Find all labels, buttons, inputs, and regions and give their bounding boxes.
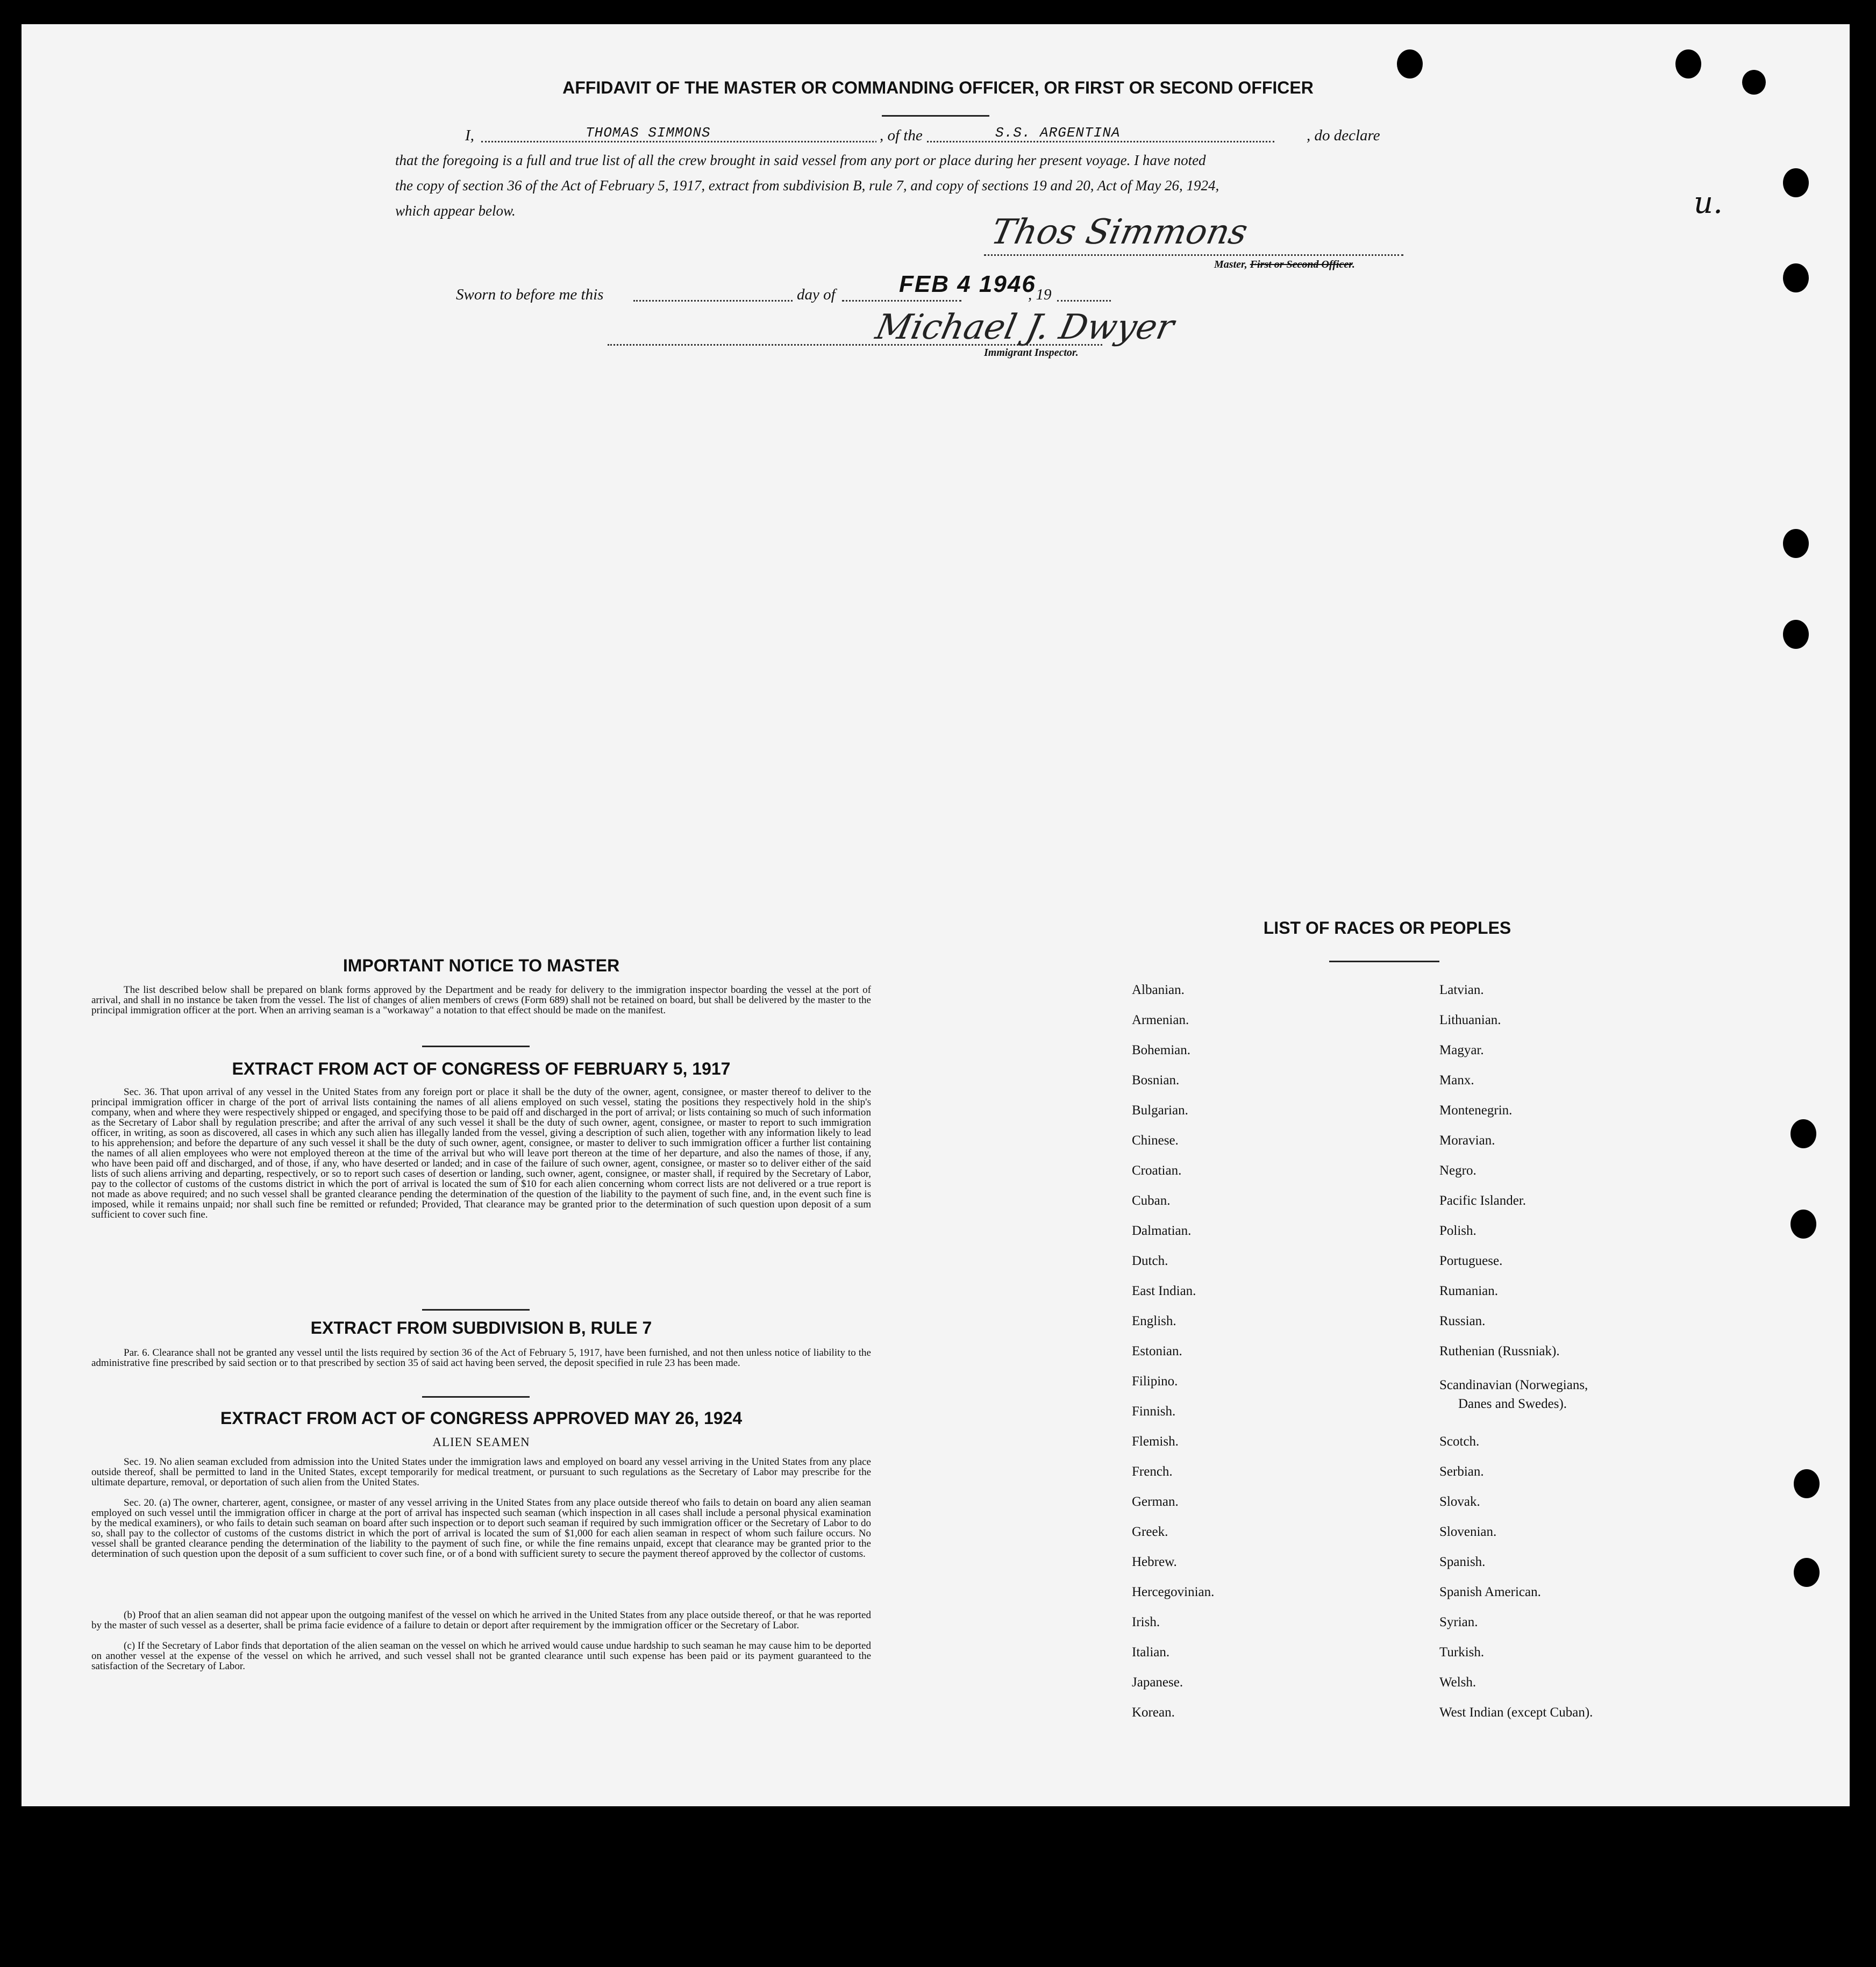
- race-item: Polish.: [1439, 1224, 1476, 1238]
- binder-hole: [1791, 1119, 1816, 1148]
- race-item: Irish.: [1132, 1615, 1160, 1629]
- race-item: Syrian.: [1439, 1615, 1478, 1629]
- race-item: Negro.: [1439, 1163, 1476, 1178]
- binder-hole: [1794, 1469, 1820, 1498]
- master-caption-struck: First or Second Officer: [1250, 259, 1352, 270]
- race-item: Estonian.: [1132, 1344, 1182, 1358]
- extract-1917-text: Sec. 36. That upon arrival of any vessel in the United States from any foreign port or place it shall be the duty of the owner, agent, consignee, or master thereof to deliver to the principal immigration officer in charge of the port of arrival lists containing the names of all aliens employed on such vessel, stating the positions they respectively hold in the ship's company, when and where they were respectively shipped or engaged, and specifying those to be paid off and discharged in the port of arrival; or lists containing so much of such information as the Secretary of Labor shall by regulation prescribe; and after the arrival of any such vessel it shall be the duty of such owner, agent, consignee, or master to report to such immigration officer, in writing, as soon as discovered, all cases in which any such alien has illegally landed from the vessel, giving a description of such alien, together with any information likely to lead to his apprehension; and before the departure of any such vessel it shall be the duty of such owner, agent, consignee, or master to deliver to such immigration officer a further list containing the names of all alien employees who were not employed thereon at the time of the arrival but who will leave port thereon at the time of her departure, and also the names of those, if any, who have been paid off and discharged, and of those, if any, who have deserted or landed; and in case of the failure of such owner, agent, consignee, or master so to deliver either of the said lists of such aliens arriving and departing, respectively, or so to report such cases of desertion or landing, such owner, agent, consignee, or master shall, if required by the Secretary of Labor, pay to the collector of customs of the customs district in which the port of arrival is located the sum of $10 for each alien concerning whom correct lists are not delivered or a true report is not made as above required; and no such vessel shall be granted clearance pending the determination of the question of the liability to the payment of such fine, and, in the event such fine is imposed, while it remains unpaid; nor shall such fine be remitted or refunded; Provided, That clearance may be granted prior to the determination of such question upon deposit of a sum sufficient to cover such fine.: [91, 1086, 871, 1220]
- master-caption-label: Master,: [1214, 259, 1250, 270]
- race-item: Bosnian.: [1132, 1073, 1180, 1088]
- sworn-label: Sworn to before me this: [456, 286, 604, 303]
- race-item: Finnish.: [1132, 1404, 1176, 1419]
- race-item: Turkish.: [1439, 1645, 1485, 1660]
- extract-1924-heading: EXTRACT FROM ACT OF CONGRESS APPROVED MAY 26, 1924: [220, 1408, 743, 1428]
- section-divider: [422, 1396, 530, 1398]
- race-item: Flemish.: [1132, 1434, 1179, 1449]
- section-divider: [422, 1046, 530, 1047]
- race-item: Armenian.: [1132, 1013, 1189, 1027]
- sec20c-text: (c) If the Secretary of Labor finds that deportation of the alien seaman on the vessel on which he arrived would cause undue hardship to such seaman he may cause him to be deported on another vessel at the expense of the vessel on which he arrived, and such vessel shall not be granted clearance until such expense has been paid or its payment guaranteed to the satisfaction of the Secretary of Labor.: [91, 1640, 871, 1672]
- affidavit-line-1: [395, 127, 1407, 148]
- race-item: Spanish American.: [1439, 1585, 1541, 1599]
- extract-rule7-heading: EXTRACT FROM SUBDIVISION B, RULE 7: [310, 1318, 652, 1337]
- master-signature-line: [984, 254, 1403, 256]
- binder-hole: [1794, 1558, 1820, 1587]
- race-item: Bohemian.: [1132, 1043, 1191, 1057]
- extract-1917-heading: EXTRACT FROM ACT OF CONGRESS OF FEBRUARY 5, 1917: [232, 1059, 731, 1078]
- extract-1924-subheading: ALIEN SEAMEN: [432, 1435, 530, 1449]
- inspector-signature: Michael J. Dwyer: [872, 307, 1178, 347]
- master-caption-end: .: [1352, 259, 1355, 270]
- notice-text: The list described below shall be prepared on blank forms approved by the Department and be ready for delivery to the immigration inspector boarding the vessel at the port of arrival, and shall in no instance be taken from the vessel. The list of changes of alien members of crews (Form 689) shall not be retained on board, but shall be delivered by the master to the principal immigration officer at the port. When an arriving seaman is a "workaway" a notation to that effect should be made on the manifest.: [91, 984, 871, 1016]
- race-item: German.: [1132, 1494, 1179, 1509]
- sworn-year-blank: [1057, 300, 1111, 302]
- binder-hole: [1783, 168, 1809, 197]
- affidavit-heading: AFFIDAVIT OF THE MASTER OR COMMANDING OFFICER, OR FIRST OR SECOND OFFICER: [562, 78, 1314, 97]
- sec19-text: Sec. 19. No alien seaman excluded from admission into the United States under the immigration laws and employed on board any vessel arriving in the United States from any place outside thereof, shall be permitted to land in the United States, except temporarily for medical treatment, or pursuant to such regulations as the Secretary of Labor may prescribe for the ultimate departure, removal, or deportation of such alien from the United States.: [91, 1456, 871, 1488]
- race-item: Slovak.: [1439, 1494, 1480, 1509]
- race-item: Bulgarian.: [1132, 1103, 1188, 1118]
- affidavit-body-line-1: that the foregoing is a full and true list of all the crew brought in said vessel from any port or place during her present voyage. I have noted: [395, 152, 1206, 168]
- race-item: Danes and Swedes).: [1458, 1397, 1567, 1411]
- binder-hole: [1783, 620, 1809, 649]
- race-item: Dutch.: [1132, 1254, 1168, 1268]
- race-item: West Indian (except Cuban).: [1439, 1705, 1593, 1720]
- sworn-month-blank: [842, 300, 961, 302]
- race-item: French.: [1132, 1464, 1173, 1479]
- year-label: , 19: [1028, 286, 1052, 303]
- inspector-signature-line: [608, 344, 1102, 346]
- race-item: Magyar.: [1439, 1043, 1484, 1057]
- race-item: Pacific Islander.: [1439, 1193, 1527, 1208]
- race-item: Ruthenian (Russniak).: [1439, 1344, 1560, 1358]
- binder-hole: [1675, 49, 1701, 78]
- race-item: Hebrew.: [1132, 1555, 1177, 1569]
- date-stamp: FEB 4 1946: [899, 271, 1036, 297]
- master-signature: Thos Simmons: [988, 212, 1251, 252]
- race-item: Moravian.: [1439, 1133, 1495, 1148]
- race-item: East Indian.: [1132, 1284, 1196, 1298]
- race-item: Lithuanian.: [1439, 1013, 1501, 1027]
- race-item: Spanish.: [1439, 1555, 1486, 1569]
- race-item: Filipino.: [1132, 1374, 1178, 1389]
- races-heading: LIST OF RACES OR PEOPLES: [1263, 918, 1511, 938]
- race-item: Chinese.: [1132, 1133, 1179, 1148]
- race-item: Italian.: [1132, 1645, 1170, 1660]
- sworn-line: [456, 271, 1112, 307]
- race-item: Slovenian.: [1439, 1525, 1497, 1539]
- race-item: Scandinavian (Norwegians,: [1439, 1378, 1588, 1392]
- race-item: Japanese.: [1132, 1675, 1183, 1690]
- sworn-day-blank: [633, 300, 793, 302]
- race-item: Dalmatian.: [1132, 1224, 1192, 1238]
- race-item: Croatian.: [1132, 1163, 1182, 1178]
- inspector-caption: Immigrant Inspector.: [984, 347, 1079, 359]
- binder-hole: [1397, 49, 1423, 78]
- corner-mark: u.: [1694, 185, 1723, 220]
- day-of-label: day of: [797, 286, 836, 303]
- sec20a-text: Sec. 20. (a) The owner, charterer, agent, consignee, or master of any vessel arriving in the United States from any place outside thereof who fails to detain on board any alien seaman employed on such vessel until the immigration officer in charge at the port of arrival has inspected such seaman (which inspection in all cases shall include a personal physical examination by the medical examiners), or who fails to detain such seaman on board after such inspection or to deport such seaman if required by such immigration officer or the Secretary of Labor to do so, shall pay to the collector of customs of the customs district in which the port of arrival is located the sum of $1,000 for each alien seaman in respect of whom such failure occurs. No vessel shall be granted clearance pending the determination of the liability to the payment of such fine, or while the fine remains unpaid, except that clearance may be granted prior to the determination of such question upon the deposit of a sum sufficient to cover such fine, or of a bond with sufficient surety to secure the payment thereof approved by the collector of customs.: [91, 1497, 871, 1560]
- race-item: Russian.: [1439, 1314, 1486, 1328]
- race-item: Manx.: [1439, 1073, 1474, 1088]
- of-the-label: , of the: [876, 127, 926, 145]
- master-caption: [1214, 259, 1355, 271]
- binder-hole: [1783, 263, 1809, 292]
- race-item: Latvian.: [1439, 983, 1484, 997]
- race-item: Rumanian.: [1439, 1284, 1499, 1298]
- race-item: Greek.: [1132, 1525, 1168, 1539]
- race-item: Montenegrin.: [1439, 1103, 1513, 1118]
- binder-hole: [1783, 529, 1809, 558]
- race-item: Scotch.: [1439, 1434, 1480, 1449]
- race-item: Serbian.: [1439, 1464, 1484, 1479]
- affidavit-rule: [882, 115, 989, 117]
- section-divider: [422, 1309, 530, 1311]
- affidavit-body-line-2: the copy of section 36 of the Act of February 5, 1917, extract from subdivision B, rule 7, and copy of sections 19 and 20, Act of May 26, 1924,: [395, 177, 1219, 194]
- race-item: English.: [1132, 1314, 1176, 1328]
- vessel-name-field: S.S. ARGENTINA: [992, 125, 1123, 141]
- race-item: Welsh.: [1439, 1675, 1476, 1690]
- race-item: Korean.: [1132, 1705, 1175, 1720]
- race-item: Hercegovinian.: [1132, 1585, 1215, 1599]
- affidavit-body-line-3: which appear below.: [395, 203, 516, 219]
- i-label: I,: [465, 127, 474, 144]
- race-item: Portuguese.: [1439, 1254, 1503, 1268]
- race-item: Cuban.: [1132, 1193, 1171, 1208]
- races-heading-rule: [1329, 961, 1439, 962]
- sec20b-text: (b) Proof that an alien seaman did not appear upon the outgoing manifest of the vessel on which he arrived in the United States from any place outside thereof, or that he was reported by the master of such vessel as a deserter, shall be prima facie evidence of a failure to detain or deport after requirement by the immigration officer or the Secretary of Labor.: [91, 1610, 871, 1631]
- extract-rule7-text: Par. 6. Clearance shall not be granted any vessel until the lists required by section 36 of the Act of February 5, 1917, have been furnished, and not then unless notice of liability to the administrative fine prescribed by said section or to that prescribed by section 35 of said act having been served, the deposit specified in rule 23 has been made.: [91, 1347, 871, 1369]
- master-name-field: THOMAS SIMMONS: [582, 125, 714, 141]
- do-declare-label: , do declare: [1307, 127, 1380, 144]
- notice-heading: IMPORTANT NOTICE TO MASTER: [343, 956, 620, 975]
- race-item: Albanian.: [1132, 983, 1185, 997]
- binder-hole: [1791, 1210, 1816, 1239]
